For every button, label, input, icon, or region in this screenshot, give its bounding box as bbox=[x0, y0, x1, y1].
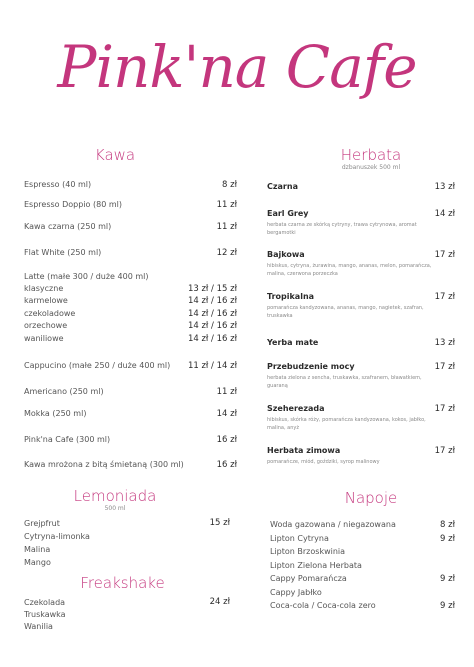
menu-item-name: czekoladowe bbox=[24, 309, 76, 318]
cafe-title: Pink'na Cafe bbox=[57, 33, 417, 101]
tea-description: pomarańcze, miód, goździki, syrop malinowy bbox=[267, 459, 380, 465]
drink-name: Cappy Pomarańcza bbox=[270, 574, 347, 583]
menu-item-name: Truskawka bbox=[24, 610, 66, 619]
tea-description: hibiskus, skórka róży, pomarańcza kandyzowana, kokos, jabłko, malina, anyż bbox=[267, 417, 426, 431]
menu-item-name: Cappucino (małe 250 / duże 400 ml) bbox=[24, 361, 171, 370]
tea-price: 17 zł bbox=[434, 404, 455, 414]
menu-item-price: 11 zł bbox=[216, 387, 237, 397]
tea-name: Herbata zimowa bbox=[267, 446, 341, 455]
menu-item-price: 14 zł / 16 zł bbox=[187, 309, 237, 319]
lemoniada-volume: 500 ml bbox=[104, 505, 126, 512]
menu-item-name: orzechowe bbox=[24, 321, 68, 330]
napoje-heading: Napoje bbox=[344, 489, 398, 507]
menu-item-price: 14 zł / 16 zł bbox=[187, 321, 237, 331]
tea-name: Szeherezada bbox=[267, 404, 325, 413]
drink-name: Woda gazowana / niegazowana bbox=[270, 520, 396, 529]
menu-item-name: Cytryna-limonka bbox=[24, 532, 90, 541]
freakshake-heading: Freakshake bbox=[80, 574, 165, 592]
tea-price: 14 zł bbox=[434, 209, 455, 219]
menu-item-price: 16 zł bbox=[216, 460, 237, 470]
lemoniada-heading: Lemoniada bbox=[73, 487, 157, 505]
menu-item-name: Kawa czarna (250 ml) bbox=[24, 222, 112, 231]
menu-item-name: Mokka (250 ml) bbox=[24, 409, 87, 418]
kawa-heading: Kawa bbox=[94, 146, 136, 164]
drink-price: 8 zł bbox=[440, 520, 455, 530]
drink-name: Lipton Zielona Herbata bbox=[270, 560, 362, 570]
menu-item-price: 14 zł / 16 zł bbox=[187, 334, 237, 344]
freakshake-price: 24 zł bbox=[209, 597, 230, 607]
tea-description: pomarańcza kandyzowana, ananas, mango, nagietek, szafran, truskawka bbox=[267, 305, 424, 319]
menu-item-name: Pink'na Cafe (300 ml) bbox=[24, 435, 111, 444]
menu-item-price: 13 zł / 15 zł bbox=[187, 284, 237, 294]
tea-description: hibiskus, cytryna, żurawina, mango, ananas, melon, pomarańcza, malina, czerwona porzeczka bbox=[267, 263, 432, 277]
menu-item-price: 12 zł bbox=[216, 248, 237, 258]
menu-item-name: Mango bbox=[24, 558, 51, 567]
tea-price: 13 zł bbox=[434, 338, 455, 348]
tea-price: 17 zł bbox=[434, 362, 455, 372]
menu-item-price: 11 zł bbox=[216, 222, 237, 232]
menu-item-name: Wanilia bbox=[24, 622, 53, 631]
drink-name: Lipton Cytryna bbox=[270, 533, 329, 543]
drink-name: Lipton Brzoskwinia bbox=[270, 547, 346, 556]
drink-price: 9 zł bbox=[440, 574, 455, 584]
herbata-volume: dzbanuszek 500 ml bbox=[341, 164, 401, 171]
tea-price: 13 zł bbox=[434, 182, 455, 192]
menu-item-price: 16 zł bbox=[216, 435, 237, 445]
drink-name: Coca-cola / Coca-cola zero bbox=[270, 601, 376, 610]
drink-name: Cappy Jabłko bbox=[270, 587, 322, 597]
menu-item-price: 11 zł bbox=[216, 200, 237, 210]
tea-name: Earl Grey bbox=[267, 209, 309, 218]
tea-price: 17 zł bbox=[434, 250, 455, 260]
menu-item-price: 14 zł / 16 zł bbox=[187, 296, 237, 306]
menu-item-name: waniliowe bbox=[24, 334, 64, 343]
menu-item-name: Latte (małe 300 / duże 400 ml) bbox=[24, 272, 149, 281]
menu-item-name: karmelowe bbox=[24, 296, 68, 305]
tea-name: Przebudzenie mocy bbox=[267, 362, 355, 371]
menu-item-name: klasyczne bbox=[24, 284, 64, 293]
menu-item-name: Flat White (250 ml) bbox=[24, 248, 102, 257]
menu-item-name: Espresso Doppio (80 ml) bbox=[24, 200, 122, 209]
menu-item-name: Americano (250 ml) bbox=[24, 387, 104, 396]
tea-price: 17 zł bbox=[434, 292, 455, 302]
menu-item-name: Kawa mrożona z bitą śmietaną (300 ml) bbox=[24, 460, 184, 469]
menu-item-price: 8 zł bbox=[222, 180, 237, 190]
tea-name: Tropikalna bbox=[267, 292, 315, 301]
menu-item-name: Grejpfrut bbox=[24, 519, 60, 528]
drink-price: 9 zł bbox=[440, 601, 455, 611]
drink-price: 9 zł bbox=[440, 533, 455, 544]
tea-name: Bajkowa bbox=[267, 250, 305, 259]
tea-description: herbata czarna ze skórką cytryny, trawa cytrynowa, aromat bergamotki bbox=[267, 222, 417, 236]
herbata-heading: Herbata bbox=[340, 146, 402, 164]
menu-item-name: Czekolada bbox=[24, 598, 66, 607]
tea-description: herbata zielona z sencha, truskawka, szafranem, bławatkiem, guaraną bbox=[267, 375, 422, 389]
menu-item-price: 11 zł / 14 zł bbox=[187, 361, 237, 371]
tea-name: Czarna bbox=[267, 182, 298, 191]
menu-item-name: Espresso (40 ml) bbox=[24, 180, 92, 189]
lemoniada-price: 15 zł bbox=[209, 518, 230, 528]
menu-item-price: 14 zł bbox=[216, 409, 237, 419]
tea-name: Yerba mate bbox=[267, 338, 319, 347]
tea-price: 17 zł bbox=[434, 446, 455, 456]
menu-item-name: Malina bbox=[24, 545, 51, 554]
